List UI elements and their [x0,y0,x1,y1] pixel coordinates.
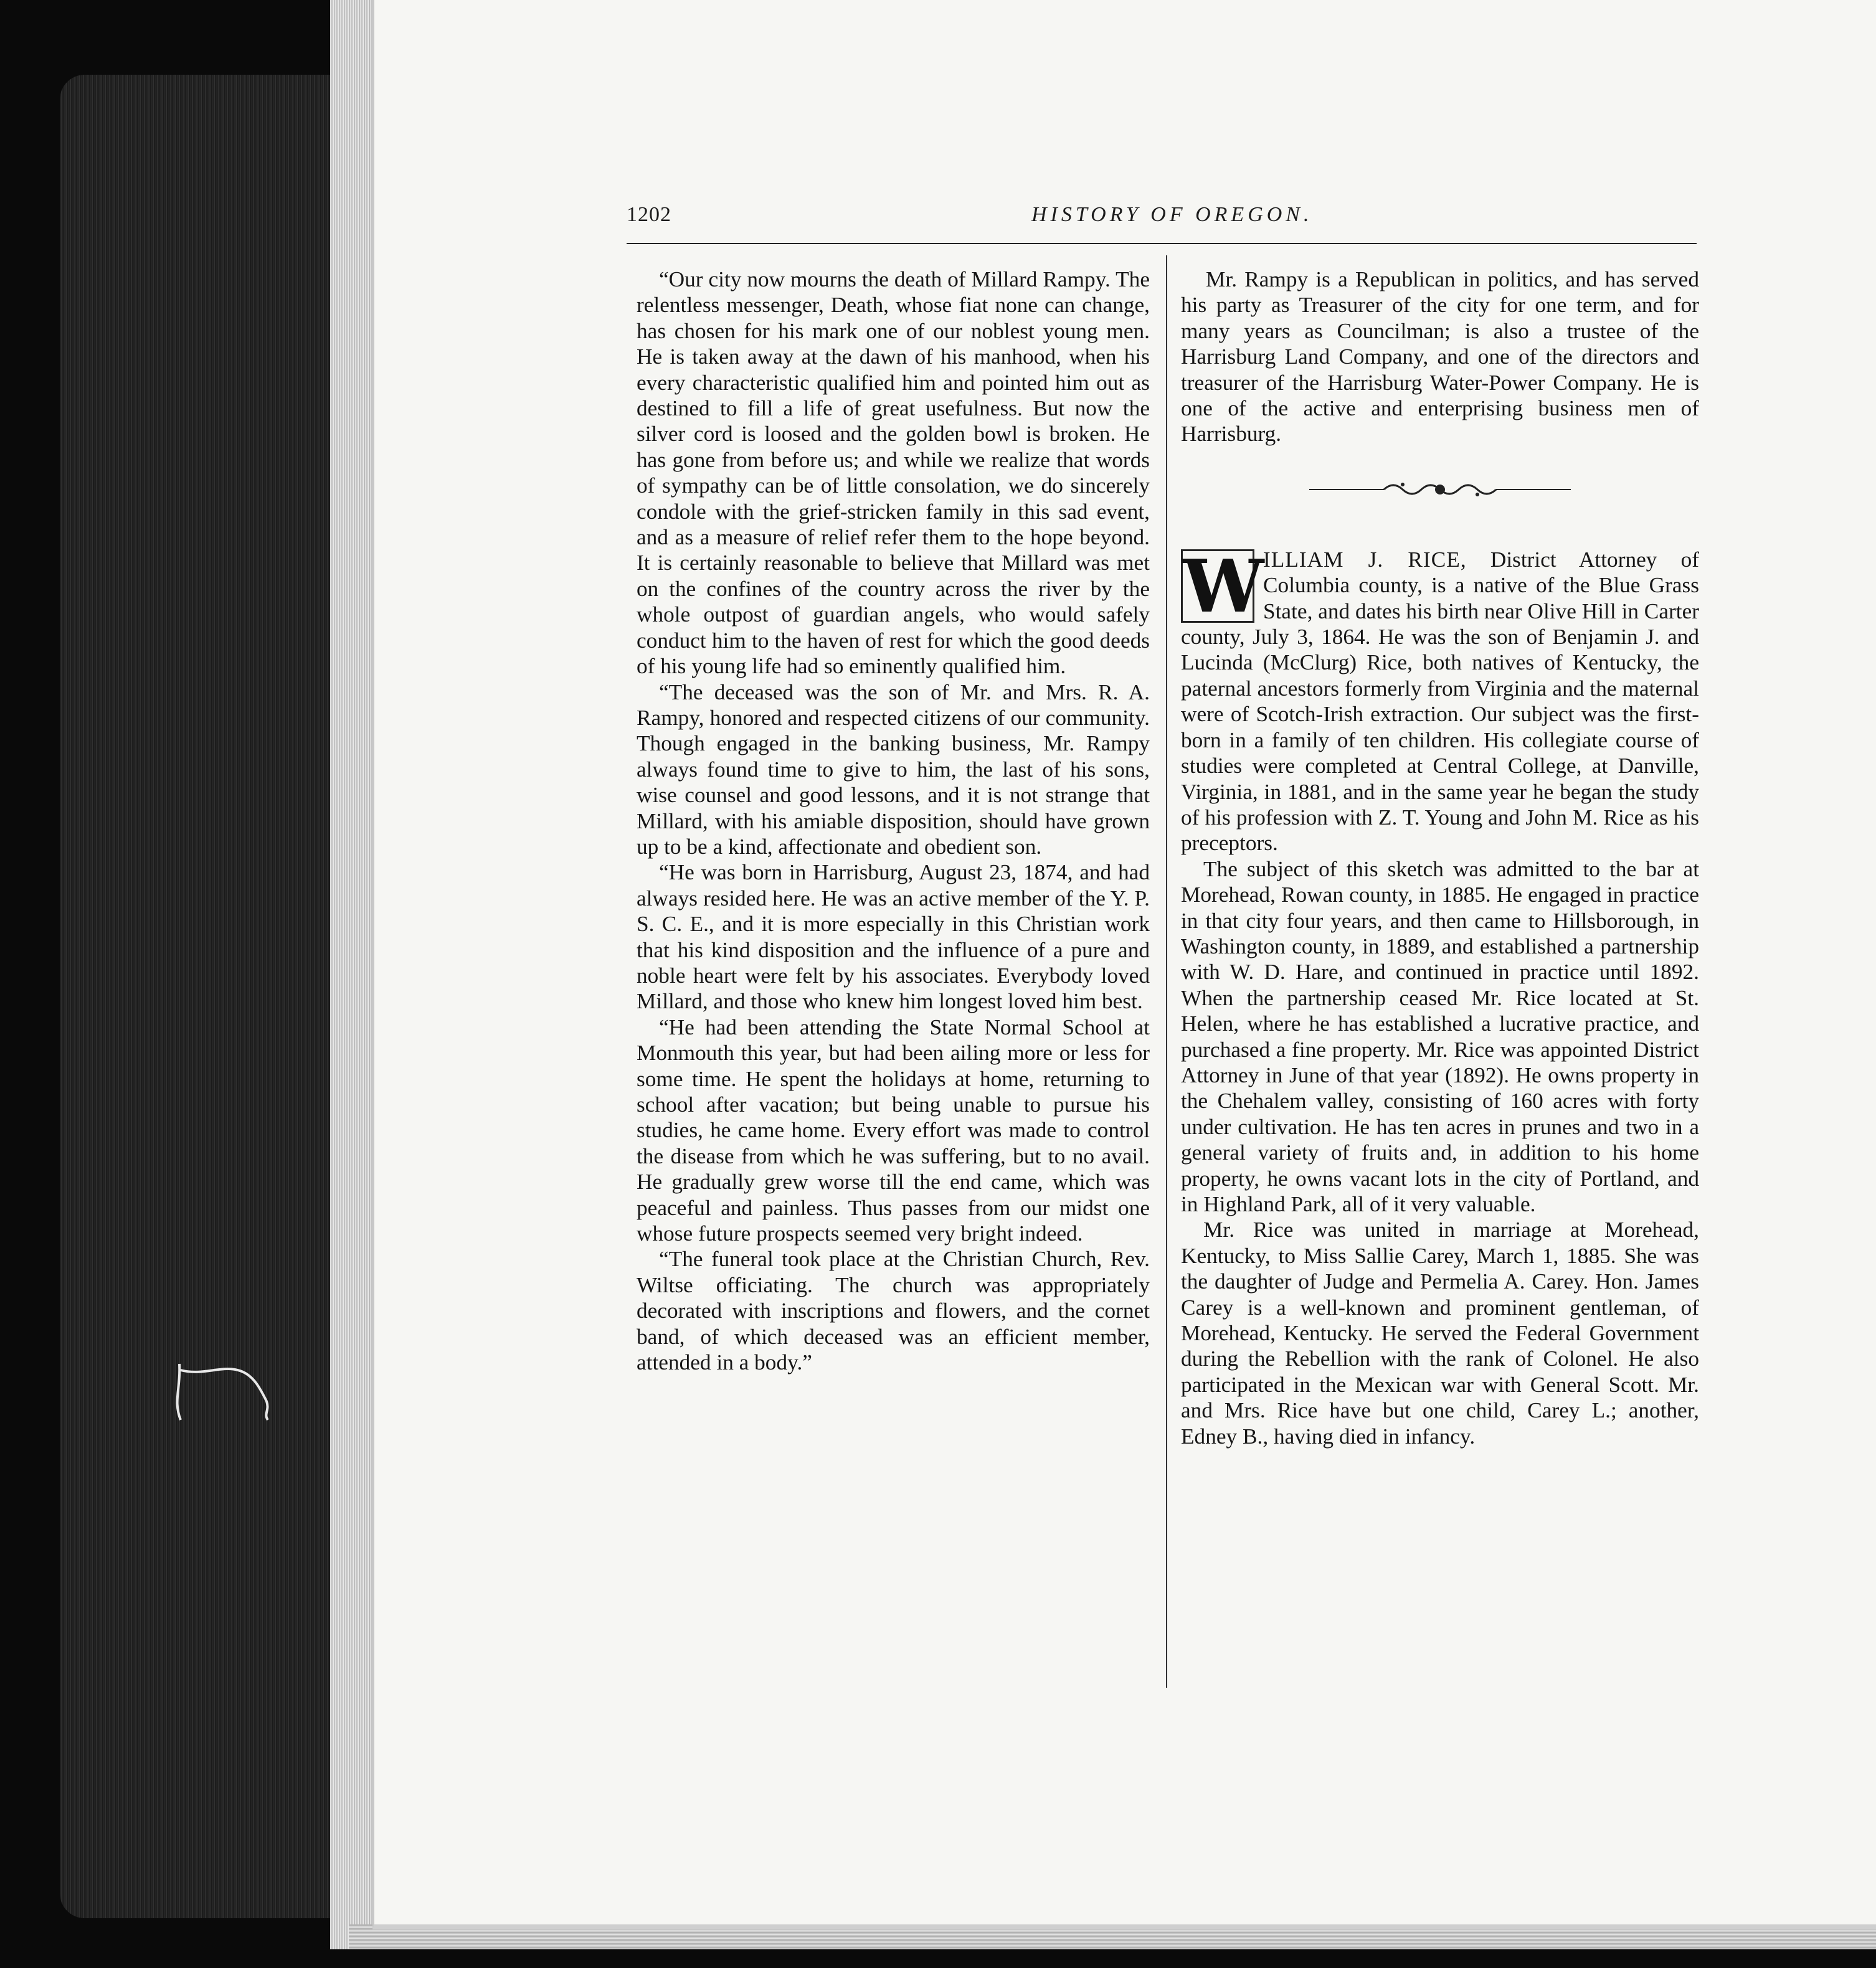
ornament-divider-icon [1309,477,1571,502]
dropcap-w-icon: W [1181,549,1254,623]
rice-biography-paragraph: The subject of this sketch was admitted to the bar at Morehead, Rowan county, in 1885. He engaged in practice in that city four years, and then came to Hillsborough, in Washington county, in 1889, and established a partnership with W. D. Hare, and continued in practice until 1892. When the partnership ceased Mr. Rice located at St. Helen, where he has established a lucrative practice, and purchased a fine property. Mr. Rice was appointed District Attorney in June of that year (1892). He owns property in the Chehalem valley, consisting of 160 acres with forty under cultivation. He has ten acres in prunes and two in a general variety of fruits and, in addition to his home property, he owns vacant lots in the city of Portland, and in Highland Park, all of it very valuable. [1181,856,1699,1216]
obituary-paragraph: “The deceased was the son of Mr. and Mrs. R. A. Rampy, honored and respected citizens of our community. Though engaged in the banking business, Mr. Rampy always found time to give to him, the last of his sons, wise counsel and good lessons, and it is not strange that Millard, with his amiable disposition, should have grown up to be a kind, affectionate and obedient son. [637,679,1150,859]
rice-biography-opening [1181,544,1699,856]
page-number: 1202 [627,203,671,226]
rice-biography-paragraph: Mr. Rice was united in marriage at Morehead, Kentucky, to Miss Sallie Carey, March 1, 1885. She was the daughter of Judge and Permelia A. Carey. Hon. James Carey is a well-known and prominent gentleman, of Morehead, Kentucky. He served the Federal Government during the Rebellion with the rank of Colonel. He also participated in the Mexican war with General Scott. Mr. and Mrs. Rice have but one child, Carey L.; another, Edney B., having died in infancy. [1181,1218,1699,1449]
bio-opening-text: District Attorney of Columbia county, is a native of the Blue Grass State, and dates his birth near Olive Hill in Carter county, July 3, 1864. He was the son of Benjamin J. and Lucinda (McClurg) Rice, both natives of Kentucky, the paternal ancestors formerly from Virginia and the maternal were of Scotch-Irish extraction. Our subject was the first-born in a family of ten children. His collegiate course of studies were completed at Central College, at Danville, Virginia, in 1881, and in the same year he began the study of his profession with Z. T. Young and John M. Rice as his preceptors. [1181,547,1699,856]
book-fore-edge [60,75,340,1918]
pencil-mark-icon [111,1351,298,1488]
obituary-paragraph: “He had been attending the State Normal School at Monmouth this year, but had been ailing more or less for some time. He spent the holidays at home, returning to school after vacation; but being unable to pursue his studies, he came home. Every effort was made to control the disease from which he was suffering, but to no avail. He gradually grew worse till the end came, which was peaceful and painless. Thus passes from our midst one whose future prospects seemed very bright indeed. [637,1015,1150,1246]
obituary-paragraph: “He was born in Harrisburg, August 23, 1874, and had always resided here. He was an active member of the Y. P. S. C. E., and it is more especially in this Christian work that his kind disposition and the influence of a pure and noble heart were felt by his associates. Everybody loved Millard, and those who knew him longest loved him best. [637,860,1150,1014]
column-divider [1166,255,1167,1688]
page-header [627,198,1697,244]
left-column [637,267,1150,1375]
running-title: HISTORY OF OREGON. [1031,203,1313,226]
obituary-paragraph: “Our city now mourns the death of Millard Rampy. The relentless messenger, Death, whose fiat none can change, has chosen for his mark one of our noblest young men. He is taken away at the dawn of his manhood, when his every characteristic qualified him and pointed him out as destined to fill a life of great usefulness. But now the silver cord is loosed and the golden bowl is broken. He has gone from before us; and while we realize that words of sympathy can be of little consolation, we do sincerely condole with the grief-stricken family in this sad event, and as a measure of relief refer them to the hope beyond. It is certainly reasonable to believe that Millard was met on the confines of the country across the river by the whole outpost of guardian angels, who would safely conduct him to the haven of rest for which the good deeds of his young life had so eminently qualified him. [637,267,1150,679]
right-column [1181,267,1699,1449]
rampy-politics-paragraph: Mr. Rampy is a Republican in politics, and has served his party as Treasurer of the city for one term, and for many years as Councilman; is also a trustee of the Harrisburg Land Company, and one of the directors and treasurer of the Harrisburg Water-Power Company. He is one of the active and enterprising business men of Harrisburg. [1181,267,1699,447]
bio-subject-name: ILLIAM J. RICE, [1263,547,1467,572]
obituary-paragraph: “The funeral took place at the Christian Church, Rev. Wiltse officiating. The church was appropriately decorated with inscriptions and flowers, and the cornet band, of which deceased was an efficient member, attended in a body.” [637,1247,1150,1375]
